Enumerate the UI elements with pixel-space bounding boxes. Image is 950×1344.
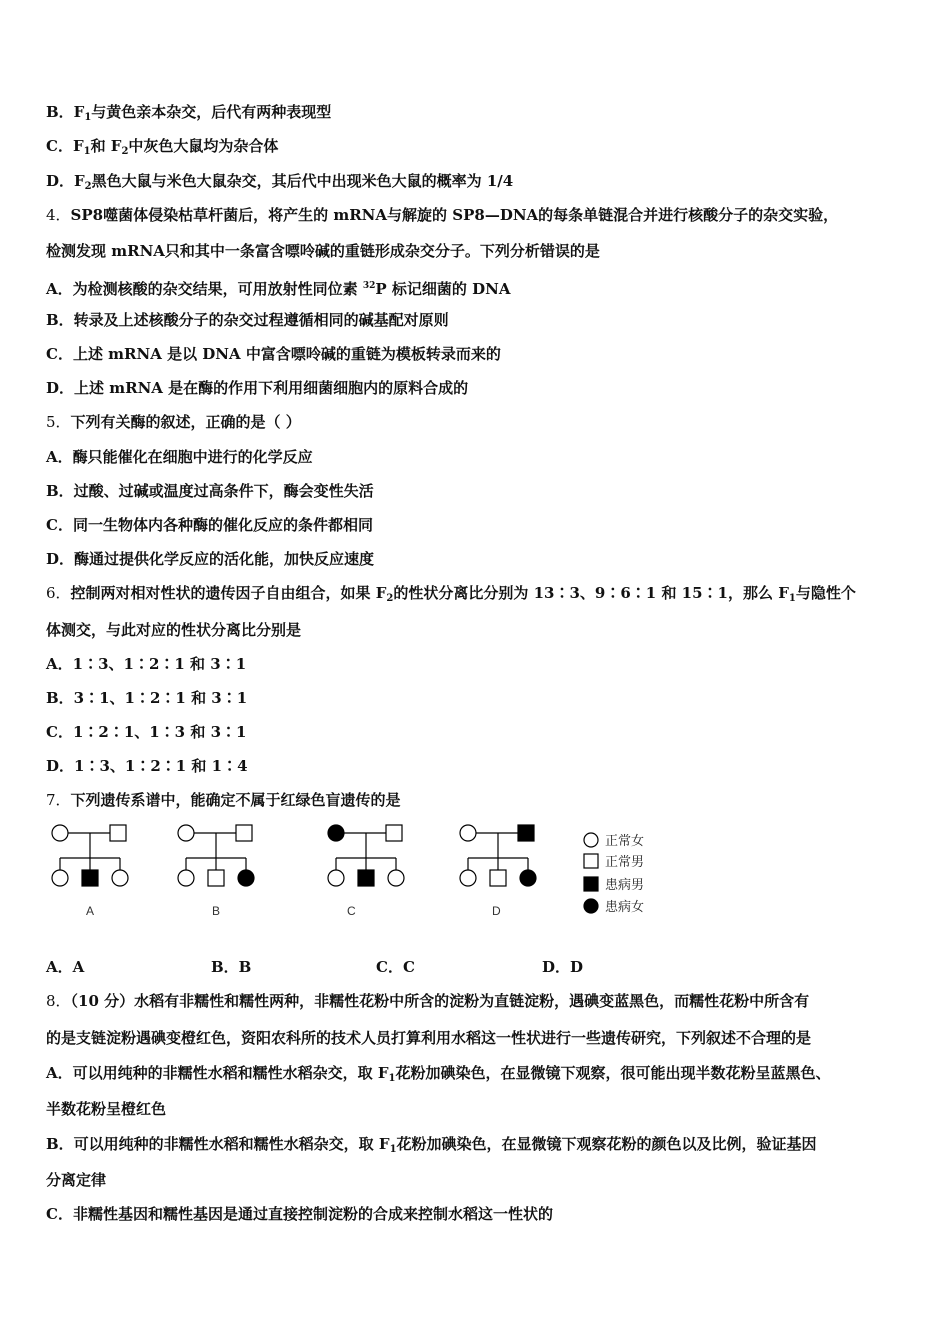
legend-normal-female: 正常女 xyxy=(605,834,645,849)
pedigree-diagram xyxy=(40,818,680,928)
q6-stem-line2: 体测交，与此对应的性状分离比分别是 xyxy=(46,621,302,639)
q5-stem: 5．下列有关酶的叙述，正确的是（ ） xyxy=(46,413,301,431)
a-child-normal-female xyxy=(52,870,68,886)
q4-option-c: C．上述 mRNA 是以 DNA 中富含嘌呤碱的重链为模板转录而来的 xyxy=(46,345,501,363)
q8-option-b-line2: 分离定律 xyxy=(46,1171,107,1189)
legend-normal-female-icon xyxy=(584,833,598,847)
d-child-normal-male xyxy=(490,870,506,886)
q7-option-c: C．C xyxy=(376,958,415,976)
q6-option-d: D．1∶3、1∶2∶1 和 1∶4 xyxy=(46,757,248,775)
pedigree-d xyxy=(460,825,536,918)
q8-option-a-line2: 半数花粉呈橙红色 xyxy=(46,1100,167,1118)
q4-option-a: A．为检测核酸的杂交结果，可用放射性同位素 $^{32}$P 标记细菌的 DNA xyxy=(46,280,511,298)
q3-option-d: D．$F_2$黑色大鼠与米色大鼠杂交，其后代中出现米色大鼠的概率为 1/4 xyxy=(46,172,514,192)
q8-option-c: C．非糯性基因和糯性基因是通过直接控制淀粉的合成来控制水稻这一性状的 xyxy=(46,1205,553,1223)
q6-option-a: A．1∶3、1∶2∶1 和 3∶1 xyxy=(46,655,247,673)
q8-stem-line1: 8．（10 分）水稻有非糯性和糯性两种，非糯性花粉中所含的淀粉为直链淀粉，遇碘变蓝黑色，而糯性花粉中所含有 xyxy=(46,992,810,1010)
c-father-normal-male xyxy=(386,825,402,841)
q3-option-b: B．$F_1$与黄色亲本杂交，后代有两种表现型 xyxy=(46,103,332,123)
a-father-normal-male xyxy=(110,825,126,841)
a-child-affected-male xyxy=(82,870,98,886)
legend-affected-female-icon xyxy=(584,899,598,913)
q3-option-c: C．$F_1$和 $F_2$中灰色大鼠均为杂合体 xyxy=(46,137,279,157)
d-mother-normal-female xyxy=(460,825,476,841)
q4-option-d: D．上述 mRNA 是在酶的作用下利用细菌细胞内的原料合成的 xyxy=(46,379,469,397)
q7-option-a: A．A xyxy=(46,958,85,976)
pedigree-label-c: C xyxy=(347,904,356,918)
q6-stem-line1: 6．控制两对相对性状的遗传因子自由组合，如果 $F_2$的性状分离比分别为 13∶3、9∶6∶1 和 15∶1，那么 $F_1$与隐性个 xyxy=(46,584,856,604)
q5-option-d: D．酶通过提供化学反应的活化能，加快反应速度 xyxy=(46,550,375,568)
q7-option-d: D．D xyxy=(542,958,584,976)
q7-stem: 7．下列遗传系谱中，能确定不属于红绿色盲遗传的是 xyxy=(46,791,401,809)
q6-option-b: B．3∶1、1∶2∶1 和 3∶1 xyxy=(46,689,248,707)
q4-stem-line2: 检测发现 mRNA只和其中一条富含嘌呤碱的重链形成杂交分子。下列分析错误的是 xyxy=(46,242,600,260)
pedigree-label-d: D xyxy=(492,904,501,918)
c-child-normal-female xyxy=(328,870,344,886)
b-child-normal-female xyxy=(178,870,194,886)
q4-stem-line1: 4．SP8噬菌体侵染枯草杆菌后，将产生的 mRNA与解旋的 SP8—DNA的每条单链混合并进行核酸分子的杂交实验， xyxy=(46,206,839,224)
q5-option-b: B．过酸、过碱或温度过高条件下，酶会变性失活 xyxy=(46,482,374,500)
legend-affected-female: 患病女 xyxy=(605,900,645,915)
q5-option-a: A．酶只能催化在细胞中进行的化学反应 xyxy=(46,448,313,466)
pedigree-label-a: A xyxy=(86,904,95,918)
legend-normal-male: 正常男 xyxy=(605,855,645,870)
b-father-normal-male xyxy=(236,825,252,841)
q8-stem-line2: 的是支链淀粉遇碘变橙红色，资阳农科所的技术人员打算利用水稻这一性状进行一些遗传研究，下列叙述不合理的是 xyxy=(46,1029,812,1047)
pedigree-label-b: B xyxy=(212,904,221,918)
q8-option-b-line1: B．可以用纯种的非糯性水稻和糯性水稻杂交，取 $F_1$花粉加碘染色，在显微镜下观察花粉的颜色以及比例，验证基因 xyxy=(46,1135,817,1155)
a-mother-normal-female xyxy=(52,825,68,841)
q8-option-a-line1: A．可以用纯种的非糯性水稻和糯性水稻杂交，取 $F_1$花粉加碘染色，在显微镜下观察，很可能出现半数花粉呈蓝黑色、 xyxy=(46,1064,831,1084)
b-child-affected-female xyxy=(238,870,254,886)
legend-affected-male-icon xyxy=(584,877,598,891)
q7-option-b: B．B xyxy=(211,958,252,976)
d-child-affected-female xyxy=(520,870,536,886)
c-mother-affected-female xyxy=(328,825,344,841)
pedigree-a xyxy=(52,825,128,918)
c-child-affected-male xyxy=(358,870,374,886)
b-child-normal-male xyxy=(208,870,224,886)
legend-affected-male: 患病男 xyxy=(605,878,645,893)
q5-option-c: C．同一生物体内各种酶的催化反应的条件都相同 xyxy=(46,516,373,534)
q6-option-c: C．1∶2∶1、1∶3 和 3∶1 xyxy=(46,723,247,741)
a-child-normal-female-2 xyxy=(112,870,128,886)
b-mother-normal-female xyxy=(178,825,194,841)
q4-option-b: B．转录及上述核酸分子的杂交过程遵循相同的碱基配对原则 xyxy=(46,311,449,329)
c-child-normal-female-2 xyxy=(388,870,404,886)
d-father-affected-male xyxy=(518,825,534,841)
pedigree-b xyxy=(178,825,254,918)
d-child-normal-female xyxy=(460,870,476,886)
pedigree-legend xyxy=(584,833,644,915)
legend-normal-male-icon xyxy=(584,854,598,868)
pedigree-c xyxy=(328,825,404,918)
